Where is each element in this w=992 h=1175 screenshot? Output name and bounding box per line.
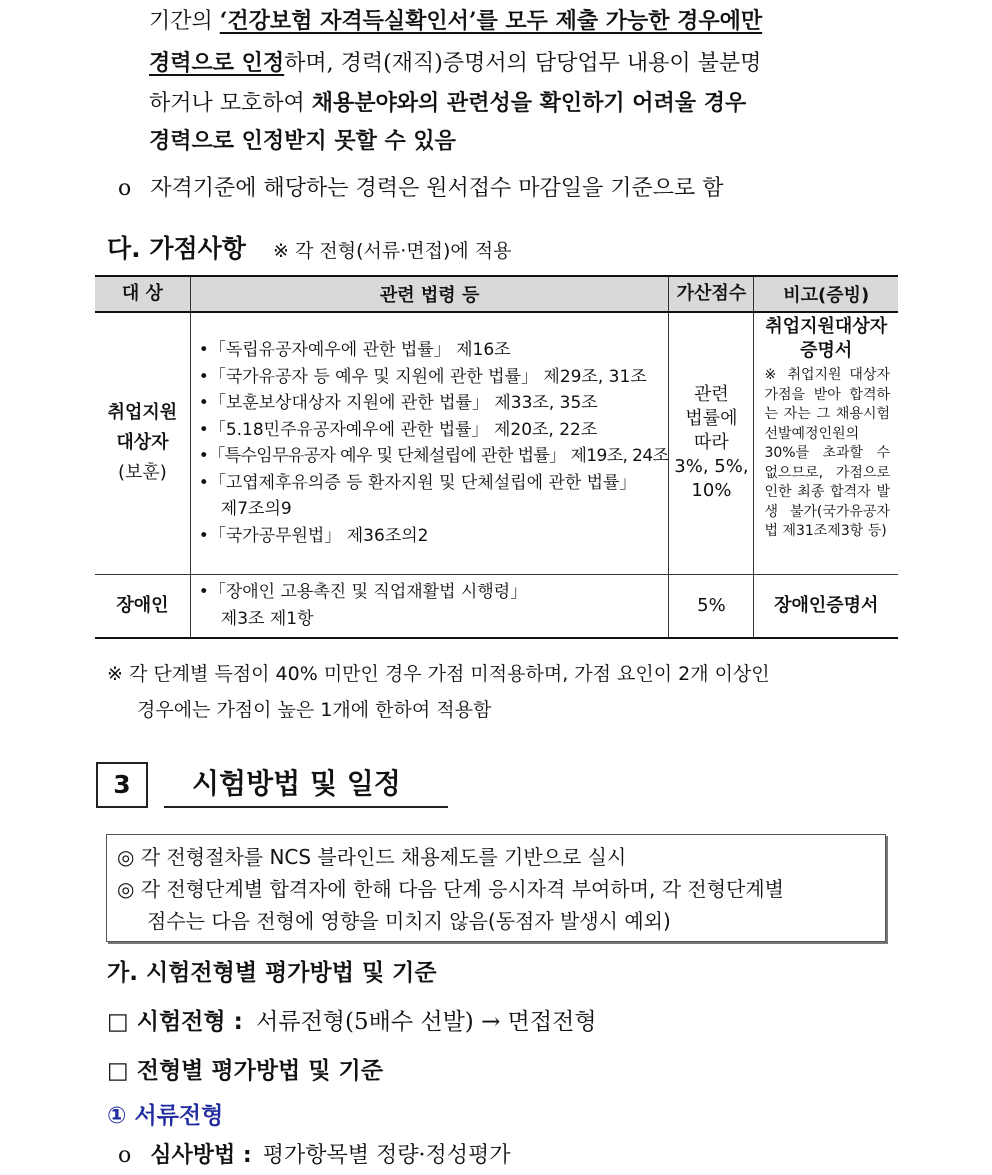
emphasis-bold: 경력으로 인정받지 못할 수 있음: [149, 128, 456, 154]
note-cell: 장애인증명서: [754, 574, 898, 638]
bonus-footnote-line-2: 경우에는 가점이 높은 1개에 한하여 적용함: [137, 699, 492, 721]
bonus-footnote-line-1: ※ 각 단계별 득점이 40% 미만인 경우 가점 미적용하며, 가점 요인이 2개 이상인: [107, 663, 770, 685]
header-score: 가산점수: [669, 276, 754, 312]
document-screening-heading: ① 서류전형: [107, 1103, 224, 1129]
emphasis-bold: 채용분야와의 관련성을 확인하기 어려울 경우: [311, 90, 747, 116]
intro-line-3: 하거나 모호하여 채용분야와의 관련성을 확인하기 어려울 경우: [149, 90, 747, 116]
intro-line-2: 경력으로 인정하며, 경력(재직)증명서의 담당업무 내용이 불분명: [149, 50, 762, 76]
law-item-continued: 제7조의9: [220, 499, 292, 520]
exam-process-line: [107, 1003, 597, 1036]
law-item: •「장애인 고용촉진 및 직업재활법 시행령」: [198, 582, 528, 603]
exam-info-box: [106, 834, 886, 942]
circle-bullet-icon: o: [118, 1143, 132, 1168]
box-line: ◎ 각 전형절차를 NCS 블라인드 채용제도를 기반으로 실시: [117, 845, 627, 869]
law-item: •「특수임무유공자 예우 및 단체설립에 관한 법률」 제19조, 24조: [198, 446, 669, 467]
header-target: 대 상: [95, 276, 190, 312]
section-title: 시험방법 및 일정: [164, 762, 448, 808]
circle-bullet-icon: o: [118, 176, 132, 201]
emphasis-underlined: 경력으로 인정: [149, 50, 285, 76]
evaluation-criteria-heading: □ 전형별 평가방법 및 기준: [107, 1058, 383, 1084]
table-header-row: [95, 276, 898, 312]
career-criteria-bullet: o 자격기준에 해당하는 경력은 원서접수 마감일을 기준으로 함: [118, 176, 724, 201]
law-item: •「국가유공자 등 예우 및 지원에 관한 법률」 제29조, 31조: [198, 366, 647, 387]
note-cell: 취업지원대상자 증명서 ※ 취업지원 대상자 가점을 받아 합격하는 자는 그 채용시험 선발예정인원의 30%를 초과할 수 없으므로, 가점으로 인한 최종 합격자 발생 불가(국가유공자법 제31조제3항 등): [754, 312, 898, 574]
intro-line-1: 기간의 ‘건강보험 자격득실확인서’를 모두 제출 가능한 경우에만: [149, 8, 763, 34]
bonus-points-table: [95, 275, 898, 639]
emphasis-underlined: ‘건강보험 자격득실확인서’를 모두 제출 가능한 경우에만: [219, 8, 763, 34]
table-row-disabled: [95, 574, 898, 638]
law-item: •「보훈보상대상자 지원에 관한 법률」 제33조, 35조: [198, 393, 598, 414]
table-row-veterans: [95, 312, 898, 574]
header-laws: 관련 법령 등: [190, 276, 669, 312]
subsection-ga-heading: 가. 시험전형별 평가방법 및 기준: [107, 960, 437, 986]
screening-method-line: [118, 1138, 510, 1169]
law-item: •「독립유공자예우에 관한 법률」 제16조: [198, 340, 511, 361]
law-item: •「국가공무원법」 제36조의2: [198, 525, 429, 546]
intro-line-4: [149, 122, 897, 160]
header-note: 비고(증빙): [754, 276, 898, 312]
score-cell: 5%: [669, 574, 754, 638]
laws-cell: [190, 574, 669, 638]
exam-process-value: 서류전형(5배수 선발) → 면접전형: [256, 1009, 597, 1035]
box-line: ◎ 각 전형단계별 합격자에 한해 다음 단계 응시자격 부여하며, 각 전형단계별: [117, 877, 784, 901]
section-number: 3: [96, 762, 148, 808]
target-cell: 장애인: [95, 574, 190, 638]
box-line-continued: 점수는 다음 전형에 영향을 미치지 않음(동점자 발생시 예외): [147, 909, 671, 933]
laws-cell: [190, 312, 669, 574]
bonus-section-note: ※ 각 전형(서류·면접)에 적용: [273, 240, 512, 262]
bonus-section-title: 다. 가점사항: [107, 234, 246, 263]
law-item-continued: 제3조 제1항: [220, 608, 314, 629]
target-cell: 취업지원 대상자 (보훈): [95, 312, 190, 574]
note-quota-text: ※ 취업지원 대상자 가점을 받아 합격하는 자는 그 채용시험 선발예정인원의 30%를 초과할 수 없으므로, 가점으로 인한 최종 합격자 발생 불가(국가유공자법 제31조제3항 등): [764, 367, 890, 539]
law-item: •「5.18민주유공자예우에 관한 법률」 제20조, 22조: [198, 419, 598, 440]
exam-process-label: □ 시험전형 :: [107, 1009, 243, 1035]
screening-method-label: 심사방법 :: [150, 1143, 252, 1168]
law-item: •「고엽제후유의증 등 환자지원 및 단체설립에 관한 법률」: [198, 472, 637, 493]
screening-method-value: 평가항목별 정량·정성평가: [262, 1143, 511, 1168]
score-cell: 관련 법률에 따라 3%, 5%, 10%: [669, 312, 754, 574]
bonus-section-heading: [107, 229, 512, 265]
